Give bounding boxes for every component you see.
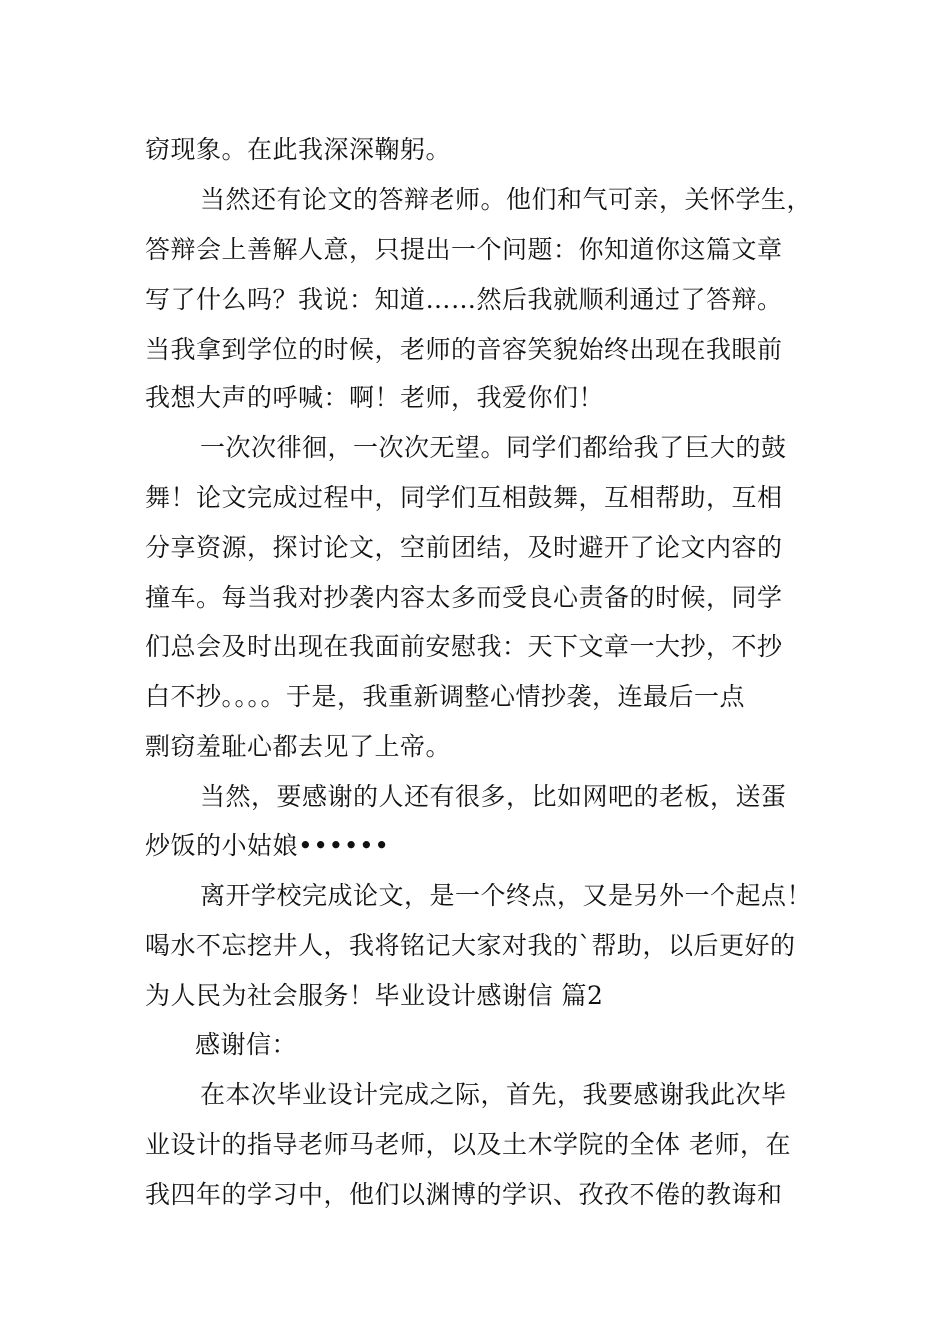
text-line-10: 撞车。每当我对抄袭内容太多而受良心责备的时候，同学	[145, 583, 783, 612]
text-line-13: 剽窃羞耻心都去见了上帝。	[145, 732, 452, 761]
text-line-22: 我四年的学习中，他们以渊博的学识、孜孜不倦的教诲和	[145, 1180, 783, 1209]
paragraph-line-7: 一次次徘徊，一次次无望。同学们都给我了巨大的鼓	[200, 433, 787, 462]
text-line-15: 炒饭的小姑娘••••••	[145, 831, 390, 860]
text-line-4: 写了什么吗？我说：知道……然后我就顺利通过了答辩。	[145, 285, 783, 314]
paragraph-line-20: 在本次毕业设计完成之际，首先，我要感谢我此次毕	[200, 1080, 787, 1109]
text-line-11: 们总会及时出现在我面前安慰我：天下文章一大抄，不抄	[145, 632, 783, 661]
text-line-17: 喝水不忘挖井人，我将铭记大家对我的`帮助，以后更好的	[145, 931, 796, 960]
text-line-21: 业设计的指导老师马老师，以及土木学院的全体 老师，在	[145, 1130, 791, 1159]
text-line-3: 答辩会上善解人意，只提出一个问题：你知道你这篇文章	[145, 235, 783, 264]
heading-thank-you-letter: 感谢信：	[195, 1030, 298, 1059]
paragraph-line-16: 离开学校完成论文，是一个终点，又是另外一个起点！	[200, 881, 813, 910]
text-line-6: 我想大声的呼喊：啊！老师，我爱你们！	[145, 383, 605, 412]
text-line-18: 为人民为社会服务！毕业设计感谢信 篇2	[145, 981, 604, 1010]
text-line-5: 当我拿到学位的时候，老师的音容笑貌始终出现在我眼前	[145, 335, 783, 364]
text-line-1: 窃现象。在此我深深鞠躬。	[145, 135, 452, 164]
text-line-9: 分享资源，探讨论文，空前团结，及时避开了论文内容的	[145, 533, 783, 562]
text-line-8: 舞！论文完成过程中，同学们互相鼓舞，互相帮助，互相	[145, 483, 783, 512]
paragraph-line-14: 当然，要感谢的人还有很多，比如网吧的老板，送蛋	[200, 782, 787, 811]
paragraph-line-2: 当然还有论文的答辩老师。他们和气可亲，关怀学生，	[200, 185, 813, 214]
text-line-12: 白不抄。。。。于是，我重新调整心情抄袭，连最后一点	[145, 682, 746, 711]
